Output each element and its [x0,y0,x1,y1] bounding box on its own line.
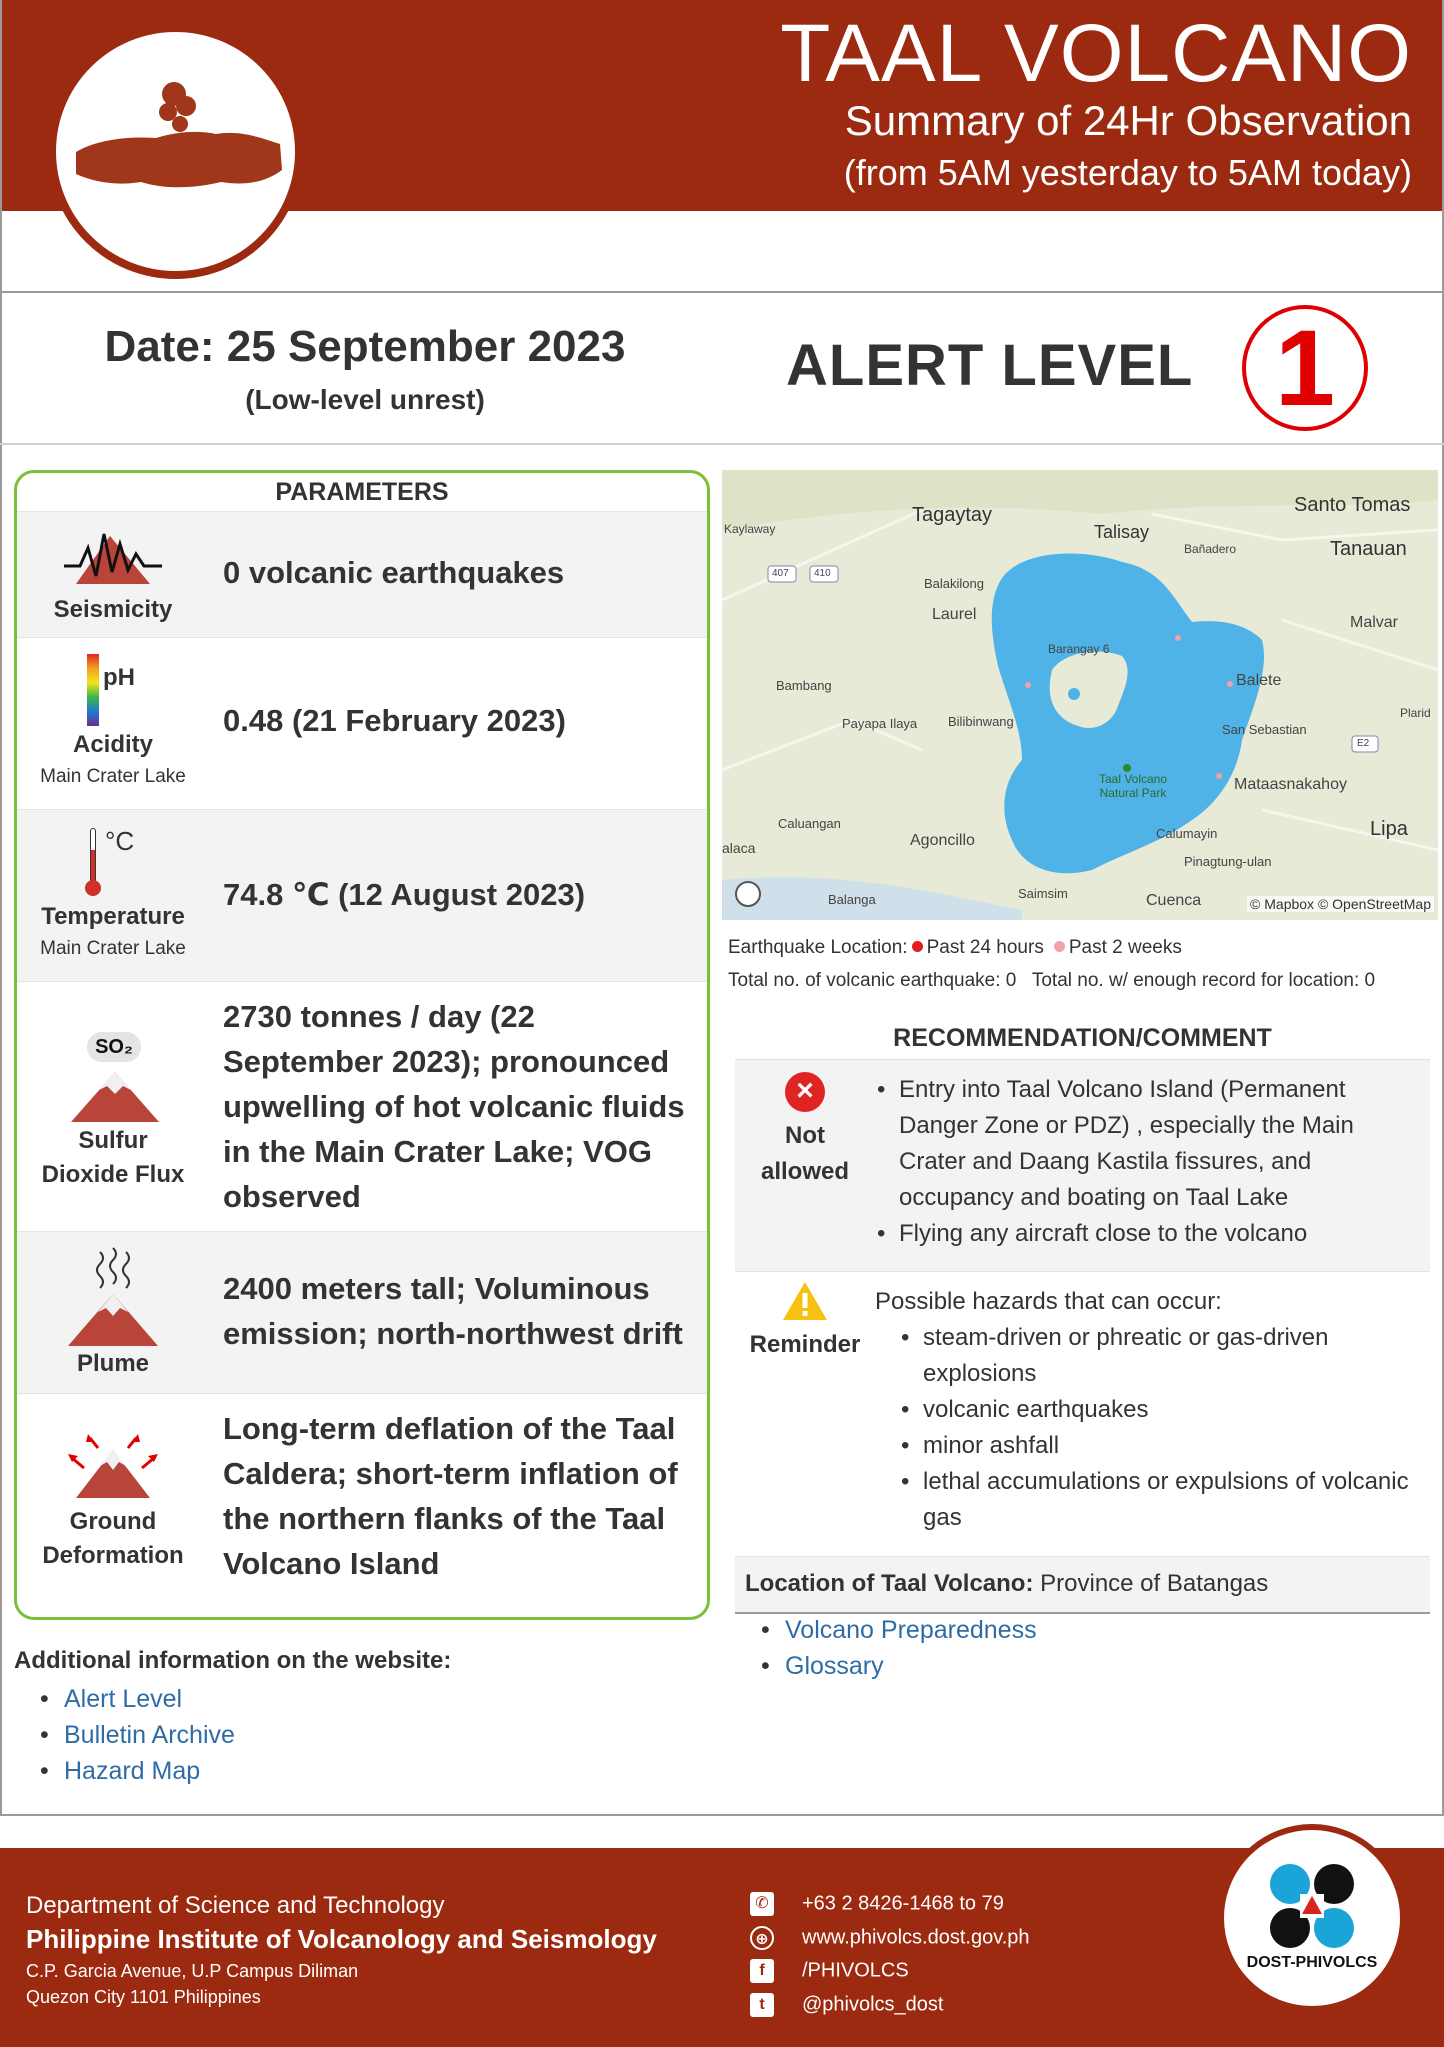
footer-twitter[interactable]: t @phivolcs_dost [750,1993,943,2017]
parameters-title: PARAMETERS [275,478,449,506]
link-bulletin-archive[interactable]: Bulletin Archive [64,1721,235,1749]
deformation-icon [58,1434,168,1500]
list-item: • lethal accumulations or expulsions of volcanic gas [875,1464,1425,1536]
map-label: Payapa Ilaya [842,716,918,731]
parameter-value: 0 volcanic earthquakes [223,555,565,590]
parameter-row-acidity [17,637,707,809]
map-label: Bañadero [1184,542,1237,556]
earthquake-totals: Total no. of volcanic earthquake: 0 Total no. w/ enough record for location: 0 [728,970,1376,991]
alert-level-label: ALERT LEVEL [786,333,1194,398]
thermometer-icon: °C [17,824,209,900]
list-item: • Flying any aircraft close to the volcano [875,1216,1425,1252]
map-label: Tanauan [1330,538,1407,560]
map-label: Cuenca [1146,892,1202,909]
parameter-label: Sulfur [78,1127,148,1154]
link-glossary[interactable]: Glossary [785,1652,884,1680]
parameter-label: Seismicity [53,596,173,623]
divider [0,1814,1444,1816]
map-label: Taal Volcano Natural Park [1098,772,1168,800]
link-alert-level[interactable]: Alert Level [64,1685,183,1713]
parameter-label-line2: Dioxide Flux [41,1161,185,1188]
additional-links [14,1681,235,1789]
phone-icon: ✆ [750,1892,774,1916]
recommendation-title: RECOMMENDATION/COMMENT [893,1024,1272,1052]
bulletin-date: Date: 25 September 2023 [104,322,626,371]
not-allowed-section: × Not allowed • Entry into Taal Volcano Island (Permanent Danger Zone or PDZ) , especially the Main Crater and Daang Kastila fissures, and occupancy and boating on Taal Lake • Flying any aircraft close to the volcano [735,1059,1430,1271]
map-label: Balakilong [924,576,984,591]
hazards-intro: Possible hazards that can occur: [875,1288,1222,1315]
parameter-label: Temperature [41,903,185,930]
map-label: Plarid [1400,706,1431,720]
map-label: alaca [722,840,756,856]
legend-dot-2w [1054,941,1065,952]
seismicity-icon [58,526,168,588]
footer-facebook[interactable]: f /PHIVOLCS [750,1959,909,1983]
parameter-sublabel: Main Crater Lake [40,766,186,787]
map-label: Bambang [776,678,832,693]
map-label: Santo Tomas [1294,494,1411,516]
parameter-value: 0.48 (21 February 2023) [223,703,566,738]
map-label: Laurel [932,606,977,623]
parameter-value: 2400 meters tall; Voluminous emission; north-northwest drift [223,1271,683,1351]
logo-text: DOST-PHIVOLCS [1246,1954,1378,1971]
reminder-section: Reminder Possible hazards that can occur: • steam-driven or phreatic or gas-driven explosions • volcanic earthquakes • minor ashfall • lethal accumulations or expulsions of volcanic gas [735,1271,1430,1555]
link-volcano-preparedness[interactable]: Volcano Preparedness [785,1616,1037,1644]
divider [0,443,1444,445]
earthquake-location-map[interactable]: Tagaytay Talisay Santo Tomas Tanauan Kaylaway Bañadero Balakilong Laurel Malvar Barangay 6 Balete Bambang Plarid Payapa Ilaya Bilibinwang San Sebastian Taal Volcano Natural Park Mataasnakahoy Caluangan Lipa Agoncillo Calumayin alaca Pinagtung-ulan Balanga Saimsim Cuenca 407 410 E2 © Mapbox © OpenStreetMap [722,470,1438,920]
footer-website[interactable]: ⊕ www.phivolcs.dost.gov.ph [750,1926,1030,1950]
parameter-row-temperature [17,809,707,981]
observation-period: (from 5AM yesterday to 5AM today) [843,152,1412,193]
map-label: Calumayin [1156,826,1218,841]
prohibited-list [875,1072,1425,1252]
map-attribution[interactable]: © Mapbox © OpenStreetMap [1247,896,1434,912]
not-allowed-icon: × [785,1072,825,1112]
map-label: Balanga [828,892,876,907]
so2-icon: SO₂ [17,1028,209,1124]
footer-address: C.P. Garcia Avenue, U.P Campus Diliman [26,1961,359,1981]
parameter-row-ground-deformation [17,1393,707,1620]
page-border-left [0,0,2,1815]
right-links [735,1612,1037,1684]
parameter-label-line2: Deformation [42,1542,184,1569]
plume-icon [58,1244,168,1348]
map-label: Pinagtung-ulan [1184,854,1272,869]
map-legend: Earthquake Location: Past 24 hours Past 2 weeks [728,937,1182,958]
footer-phone: ✆ +63 2 8426-1468 to 79 [750,1892,1004,1916]
map-label: Saimsim [1018,886,1068,901]
unrest-status: (Low-level unrest) [245,384,485,415]
parameter-row-plume [17,1231,707,1393]
footer-institute: Philippine Institute of Volcanology and Seismology [26,1924,657,1954]
facebook-icon: f [750,1959,774,1983]
parameters-panel [14,470,710,1620]
ph-icon: pH [17,654,209,728]
map-label: Barangay 6 [1048,642,1110,656]
divider [0,291,1444,293]
link-hazard-map[interactable]: Hazard Map [64,1757,201,1785]
parameter-label: Acidity [72,731,153,758]
list-item: • Entry into Taal Volcano Island (Permanent Danger Zone or PDZ) , especially the Main Crater and Daang Kastila fissures, and occupancy and boating on Taal Lake [875,1072,1425,1216]
parameter-row-sulfur-dioxide [17,981,707,1231]
globe-icon: ⊕ [750,1926,774,1950]
map-label: Tagaytay [912,504,993,526]
dost-phivolcs-logo [1218,1824,1406,2012]
volcano-location: Location of Taal Volcano: Province of Batangas [735,1556,1430,1614]
dost-logo-icon [1266,1860,1358,1952]
map-label: Talisay [1094,522,1150,542]
parameter-value: 2730 tonnes / day (22 September 2023); pronounced upwelling of hot volcanic fluids in the Main Crater Lake; VOG observed [223,999,685,1214]
map-label: Bilibinwang [948,714,1014,729]
footer-address: Quezon City 1101 Philippines [26,1987,261,2007]
volcano-logo-icon [48,24,303,279]
twitter-icon: t [750,1993,774,2017]
map-label: San Sebastian [1222,722,1307,737]
map-label: Lipa [1370,818,1408,840]
map-label: Balete [1236,672,1282,689]
footer-department: Department of Science and Technology [26,1892,445,1919]
additional-info-title: Additional information on the website: [14,1647,452,1674]
list-item: • minor ashfall [875,1428,1425,1464]
map-label: Agoncillo [910,832,975,849]
page-title: TAAL VOLCANO [780,8,1412,99]
list-item: • volcanic earthquakes [875,1392,1425,1428]
alert-level-badge: 1 [1242,305,1368,431]
map-label: Kaylaway [724,522,776,536]
map-label: Mataasnakahoy [1234,776,1347,793]
parameter-label: Ground [69,1508,157,1535]
map-label: Caluangan [778,816,841,831]
hazards-list [875,1320,1425,1536]
parameter-value: Long-term deflation of the Taal Caldera; short-term inflation of the northern flanks of the Taal Volcano Island [223,1411,678,1581]
legend-dot-24h [912,941,923,952]
warning-icon [781,1280,829,1322]
parameter-label: Plume [76,1350,150,1377]
parameter-sublabel: Main Crater Lake [40,938,186,959]
page-subtitle: Summary of 24Hr Observation [844,97,1412,144]
map-label: Malvar [1350,614,1399,631]
parameter-value: 74.8 ℃ (12 August 2023) [223,877,586,912]
list-item: • steam-driven or phreatic or gas-driven explosions [875,1320,1425,1392]
parameter-row-seismicity [17,511,707,637]
